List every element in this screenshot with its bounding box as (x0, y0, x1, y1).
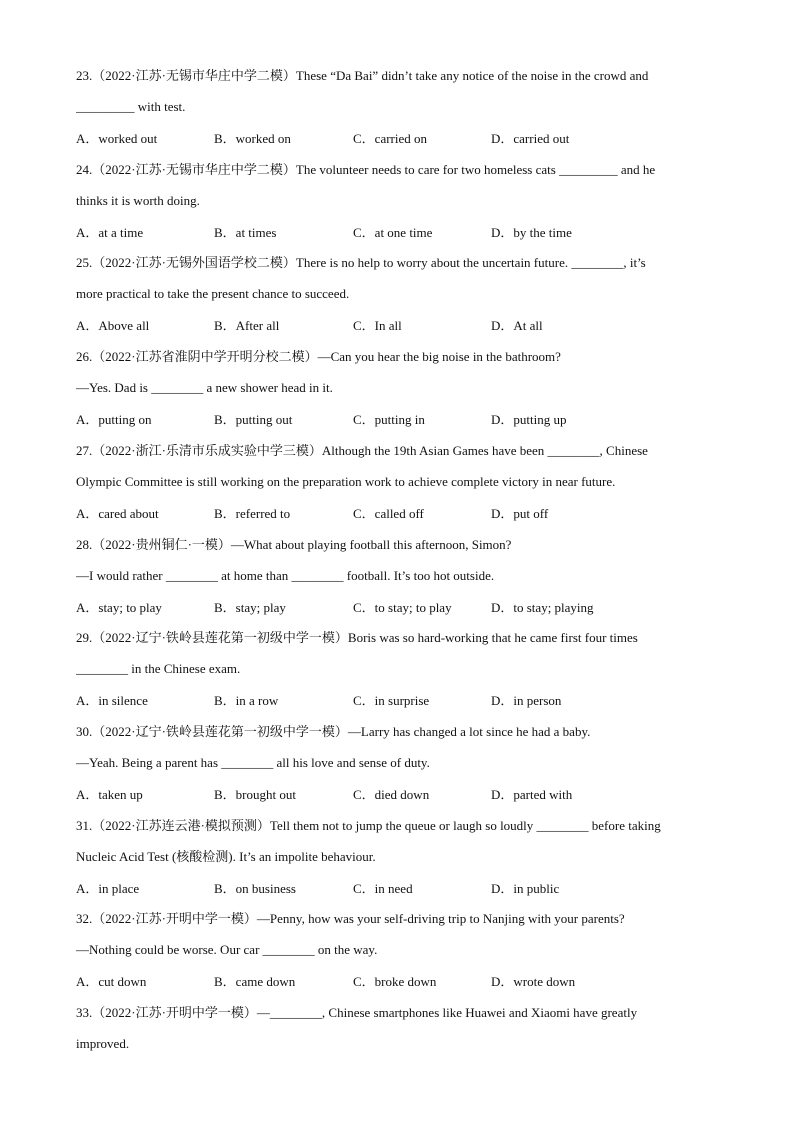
option-a: A．stay; to play (76, 599, 162, 615)
question-24 (76, 154, 716, 248)
question-stem-line: improved. (76, 1036, 130, 1052)
option-d: D．to stay; playing (491, 599, 594, 615)
option-d: D．by the time (491, 224, 572, 240)
question-stem-line: thinks it is worth doing. (76, 193, 200, 209)
option-b: B．putting out (214, 411, 293, 427)
question-stem-line: 33.（2022·江苏·开明中学一模）—________, Chinese smartphones like Huawei and Xiaomi have greatly (76, 1005, 638, 1020)
question-stem-line: 25.（2022·江苏·无锡外国语学校二模）There is no help to worry about the uncertain future. ________, it’s (76, 255, 646, 270)
option-d: D．At all (491, 317, 543, 333)
question-stem-line: 31.（2022·江苏连云港·模拟预测）Tell them not to jump the queue or laugh so loudly ________ before taking (76, 818, 661, 833)
answer-options (76, 217, 716, 248)
option-c: C．putting in (353, 411, 425, 427)
question-stem-line: 27.（2022·浙江·乐清市乐成实验中学三模）Although the 19th Asian Games have been ________, Chinese (76, 443, 648, 458)
question-stem-line: —Nothing could be worse. Our car ________ on the way. (76, 942, 378, 958)
question-31 (76, 810, 716, 904)
question-stem-line: 29.（2022·辽宁·铁岭县莲花第一初级中学一模）Boris was so hard-working that he came first four times (76, 630, 638, 645)
answer-options (76, 685, 716, 716)
answer-options (76, 873, 716, 904)
question-stem-line: 26.（2022·江苏省淮阴中学开明分校二模）—Can you hear the big noise in the bathroom? (76, 349, 561, 364)
question-26 (76, 341, 716, 435)
option-a: A．putting on (76, 411, 152, 427)
question-stem-line: 28.（2022·贵州铜仁·一模）—What about playing football this afternoon, Simon? (76, 537, 512, 552)
option-c: C．died down (353, 786, 430, 802)
question-stem-line: 32.（2022·江苏·开明中学一模）—Penny, how was your self-driving trip to Nanjing with your parents? (76, 911, 625, 926)
question-stem-line: 24.（2022·江苏·无锡市华庄中学二模）The volunteer needs to care for two homeless cats _________ and he (76, 162, 656, 177)
option-c: C．carried on (353, 130, 428, 146)
answer-options (76, 123, 716, 154)
option-d: D．putting up (491, 411, 567, 427)
option-a: A．in silence (76, 692, 148, 708)
question-stem-line: —I would rather ________ at home than ________ football. It’s too hot outside. (76, 568, 495, 584)
option-b: B．referred to (214, 505, 291, 521)
answer-options (76, 498, 716, 529)
answer-options (76, 310, 716, 341)
question-25 (76, 247, 716, 341)
option-a: A．cared about (76, 505, 159, 521)
option-b: B．After all (214, 317, 280, 333)
question-stem-line: 30.（2022·辽宁·铁岭县莲花第一初级中学一模）—Larry has changed a lot since he had a baby. (76, 724, 591, 739)
option-d: D．in public (491, 880, 560, 896)
option-b: B．brought out (214, 786, 296, 802)
option-c: C．In all (353, 317, 402, 333)
question-stem-line: —Yes. Dad is ________ a new shower head in it. (76, 380, 333, 396)
question-23 (76, 60, 716, 154)
question-32 (76, 903, 716, 997)
answer-options (76, 779, 716, 810)
option-c: C．called off (353, 505, 424, 521)
answer-options (76, 592, 716, 623)
option-c: C．at one time (353, 224, 433, 240)
option-d: D．put off (491, 505, 549, 521)
question-stem-line: —Yeah. Being a parent has ________ all his love and sense of duty. (76, 755, 430, 771)
option-c: C．to stay; to play (353, 599, 452, 615)
option-d: D．parted with (491, 786, 573, 802)
option-b: B．on business (214, 880, 296, 896)
question-stem-line: Nucleic Acid Test (核酸检测). It’s an impolite behaviour. (76, 849, 376, 865)
option-b: B．in a row (214, 692, 279, 708)
option-a: A．at a time (76, 224, 144, 240)
question-stem-line: more practical to take the present chance to succeed. (76, 286, 350, 302)
answer-options (76, 404, 716, 435)
option-c: C．broke down (353, 973, 437, 989)
option-d: D．in person (491, 692, 562, 708)
option-b: B．stay; play (214, 599, 286, 615)
option-a: A．in place (76, 880, 140, 896)
question-27 (76, 435, 716, 529)
option-a: A．cut down (76, 973, 147, 989)
option-a: A．Above all (76, 317, 150, 333)
question-stem-line: 23.（2022·江苏·无锡市华庄中学二模）These “Da Bai” didn’t take any notice of the noise in the crowd and (76, 68, 649, 83)
question-29 (76, 622, 716, 716)
answer-options (76, 966, 716, 997)
question-stem-line: Olympic Committee is still working on the preparation work to achieve complete victory in near future. (76, 474, 616, 490)
option-d: D．wrote down (491, 973, 576, 989)
question-30 (76, 716, 716, 810)
option-d: D．carried out (491, 130, 570, 146)
question-stem-line: _________ with test. (76, 99, 186, 115)
option-b: B．came down (214, 973, 296, 989)
option-a: A．taken up (76, 786, 143, 802)
question-33 (76, 997, 716, 1060)
option-c: C．in surprise (353, 692, 430, 708)
option-c: C．in need (353, 880, 413, 896)
option-b: B．worked on (214, 130, 291, 146)
question-28 (76, 529, 716, 623)
question-stem-line: ________ in the Chinese exam. (76, 661, 241, 677)
option-a: A．worked out (76, 130, 158, 146)
option-b: B．at times (214, 224, 277, 240)
